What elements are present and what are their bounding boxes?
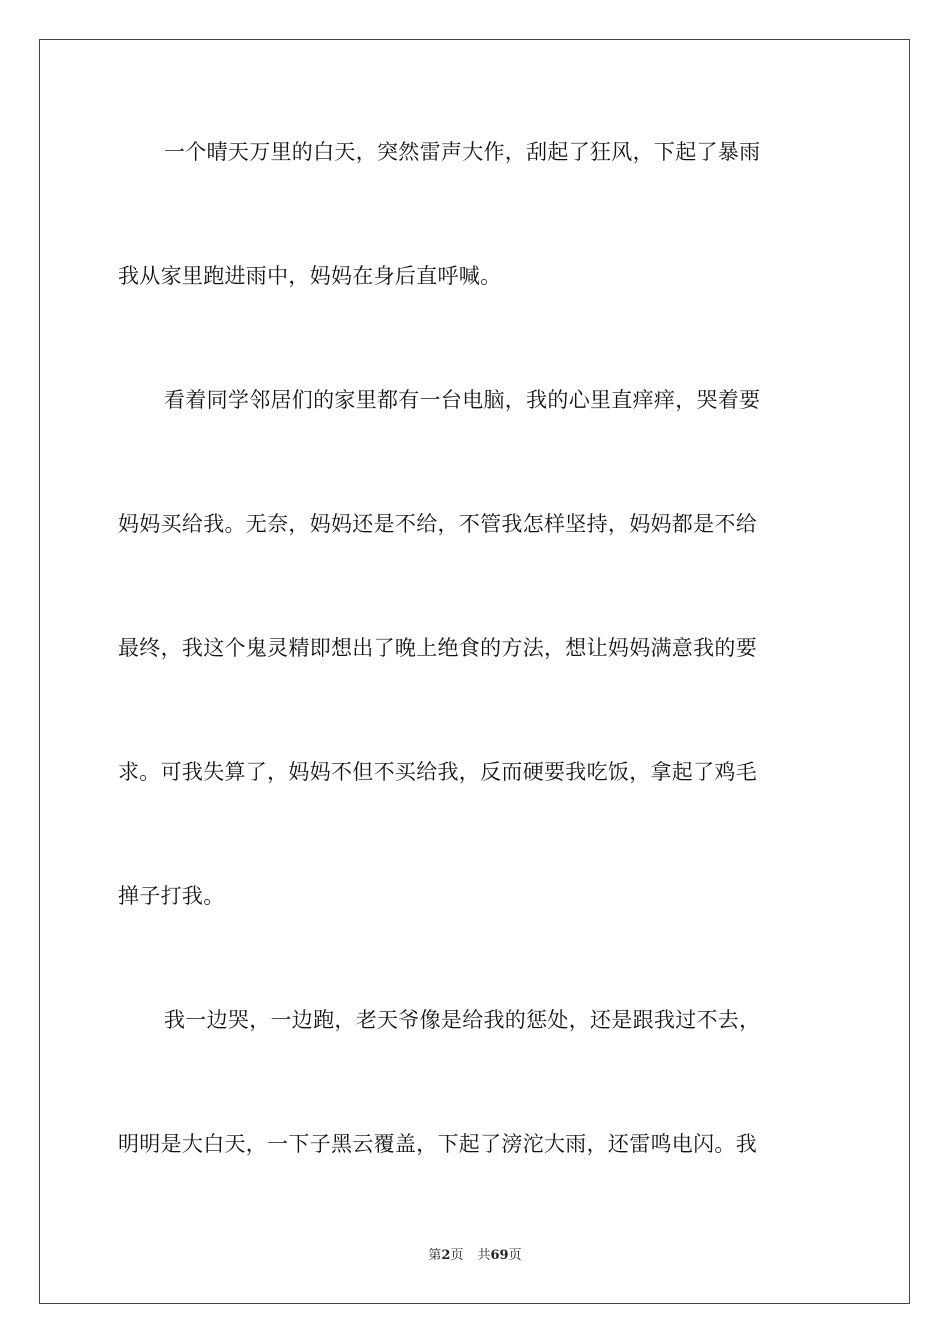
paragraph-1-line-1: 一个晴天万里的白天，突然雷声大作，刮起了狂风，下起了暴雨	[164, 140, 761, 164]
paragraph-2-line-3: 最终，我这个鬼灵精即想出了晚上绝食的方法，想让妈妈满意我的要	[118, 636, 757, 660]
footer-page-number: 2	[441, 1248, 451, 1263]
paragraph-3-line-1: 我一边哭，一边跑，老天爷像是给我的惩处，还是跟我过不去，	[164, 1008, 761, 1032]
paragraph-2-line-2: 妈妈买给我。无奈，妈妈还是不给，不管我怎样坚持，妈妈都是不给	[118, 512, 757, 536]
footer-total-suffix: 页	[508, 1248, 522, 1263]
page-footer	[0, 1247, 950, 1265]
footer-page-suffix: 页	[450, 1248, 464, 1263]
footer-page-prefix: 第	[428, 1248, 442, 1263]
paragraph-2-line-4: 求。可我失算了，妈妈不但不买给我，反而硬要我吃饭，拿起了鸡毛	[118, 760, 757, 784]
footer-total-prefix: 共	[477, 1248, 491, 1263]
footer-total-pages: 69	[490, 1248, 509, 1263]
paragraph-2-line-5: 掸子打我。	[118, 884, 225, 908]
paragraph-3-line-2: 明明是大白天，一下子黑云覆盖，下起了滂沱大雨，还雷鸣电闪。我	[118, 1132, 757, 1156]
paragraph-2-line-1: 看着同学邻居们的家里都有一台电脑，我的心里直痒痒，哭着要	[164, 388, 761, 412]
paragraph-1-line-2: 我从家里跑进雨中，妈妈在身后直呼喊。	[118, 264, 502, 288]
page-frame	[39, 39, 910, 1304]
